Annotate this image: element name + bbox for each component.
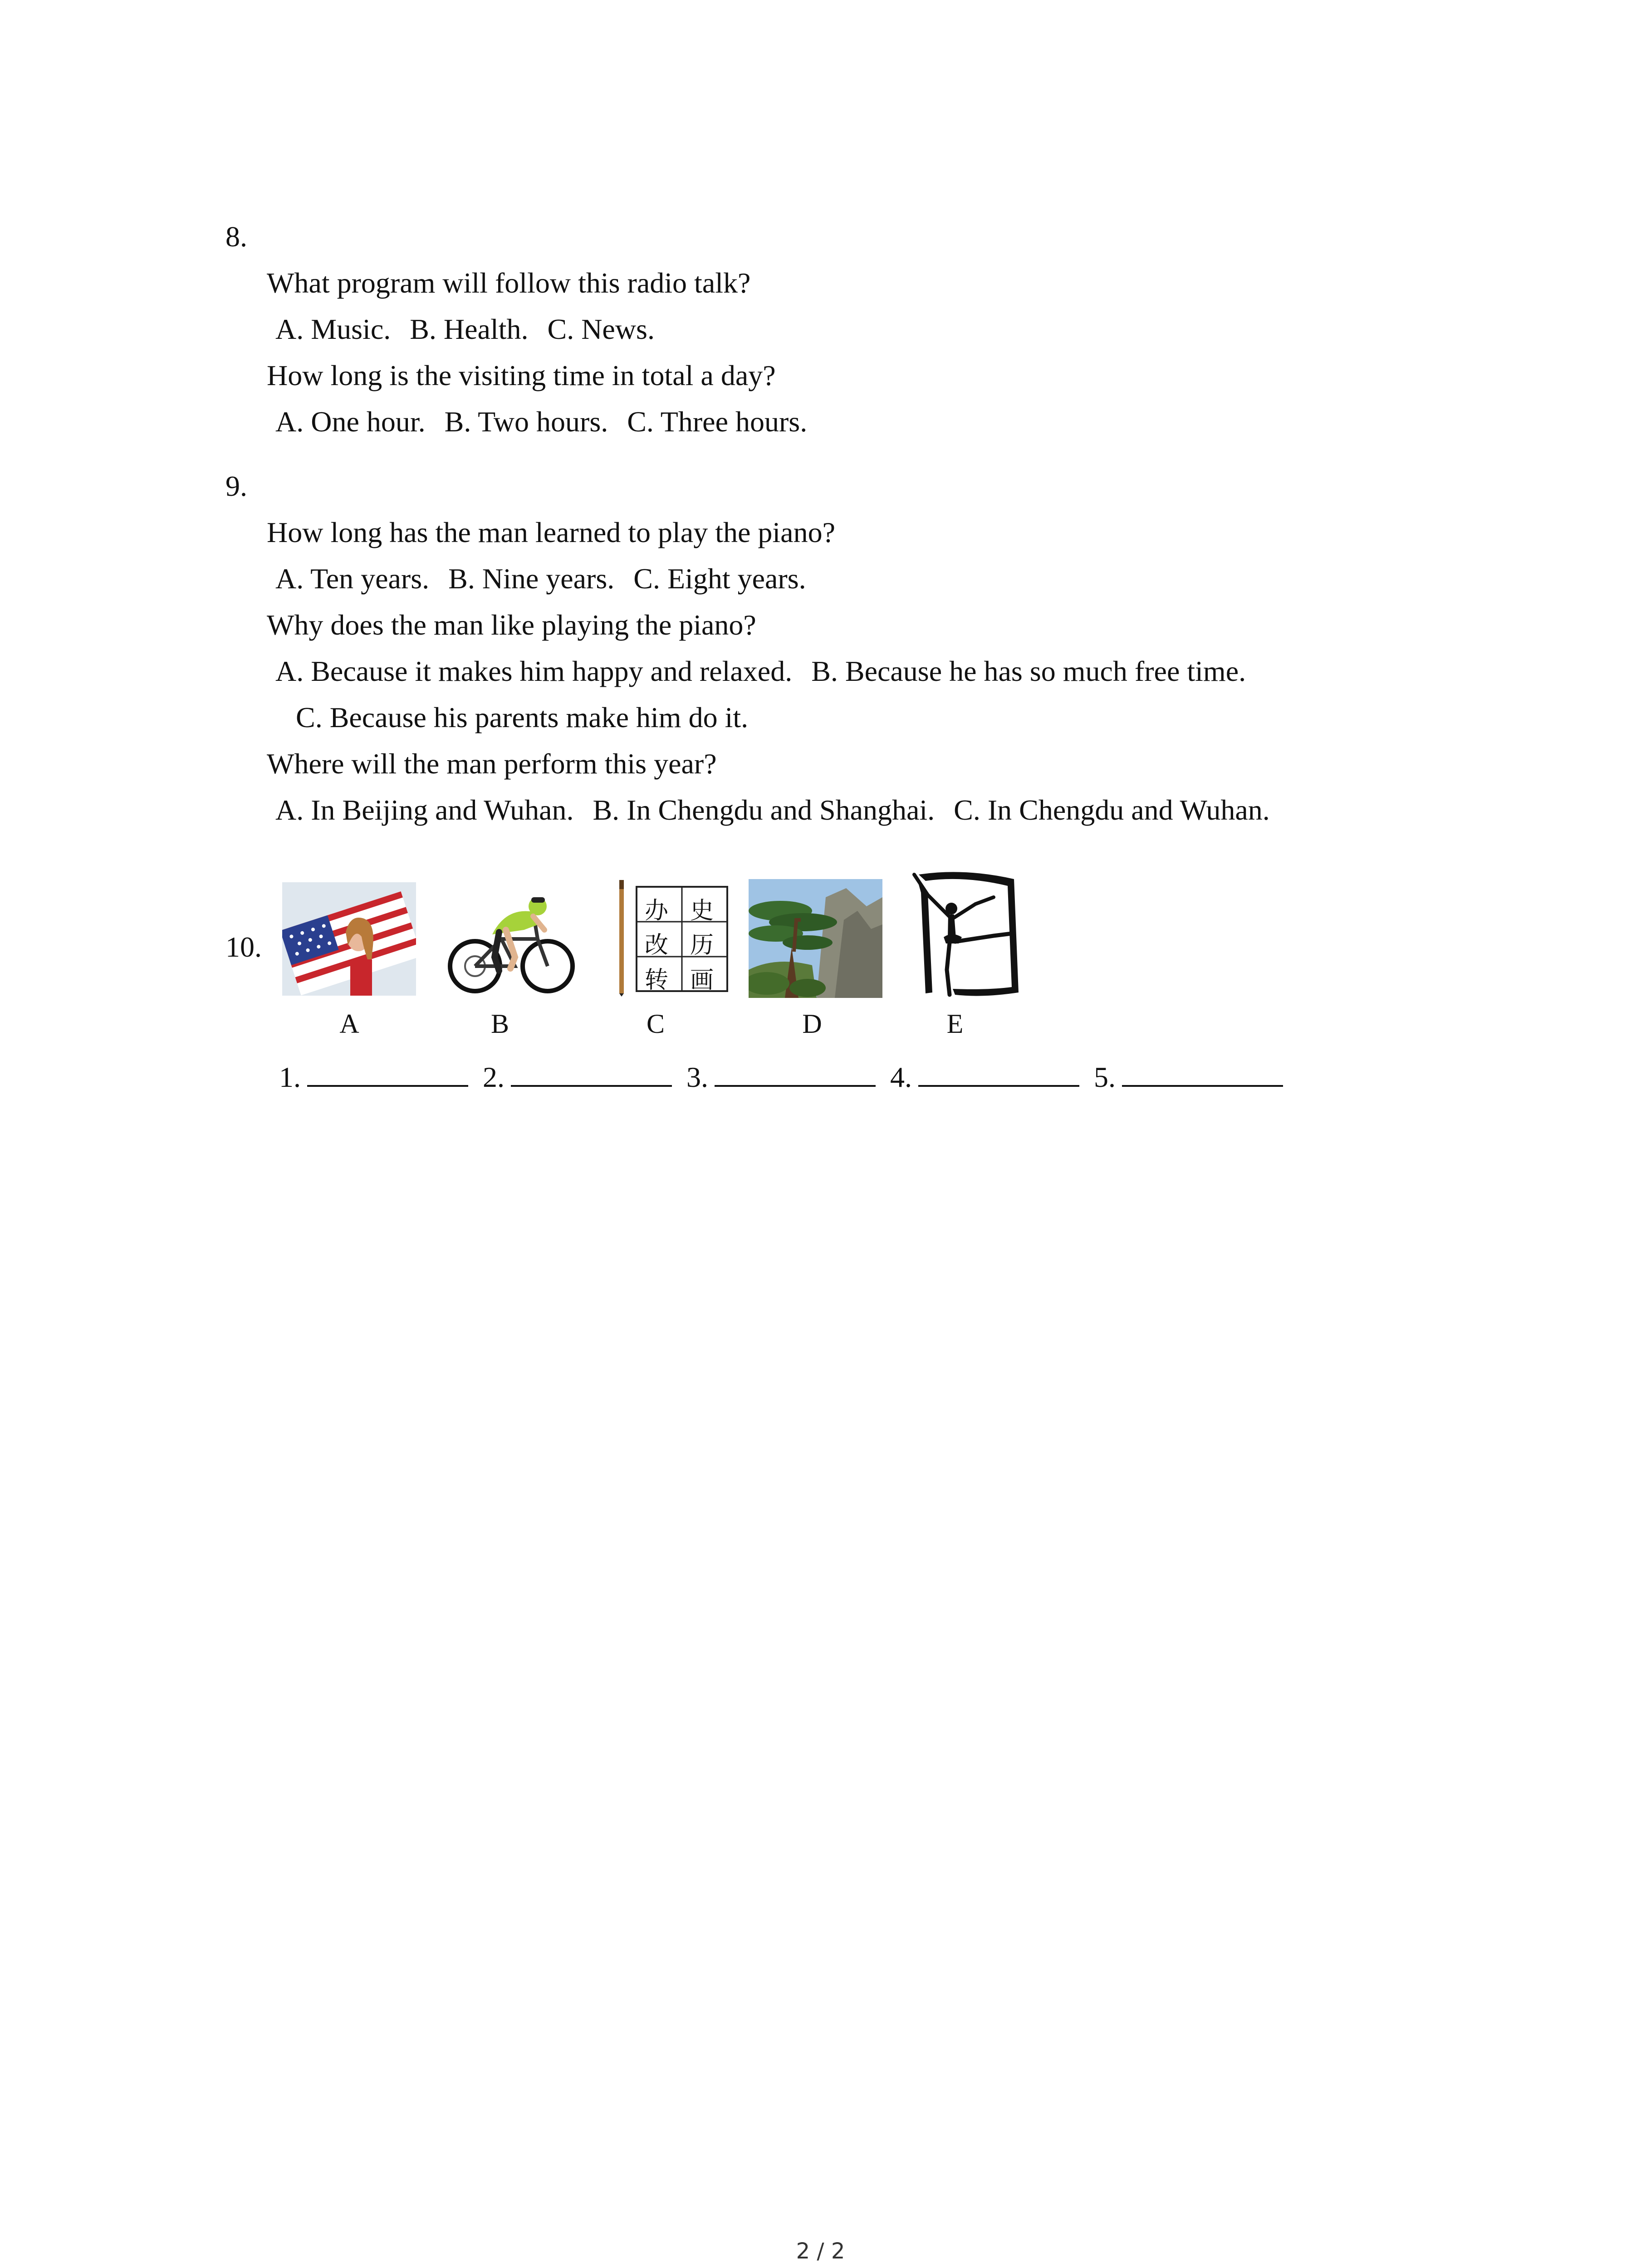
picture-d-pine-mountain xyxy=(749,879,882,998)
q9-question-3-options xyxy=(275,792,1270,828)
question-8-number: 8. xyxy=(225,220,247,253)
picture-d-label: D xyxy=(802,1009,822,1039)
picture-a-label: A xyxy=(339,1009,359,1039)
answer-line[interactable] xyxy=(715,1058,876,1087)
blank-number: 4. xyxy=(890,1061,912,1093)
q8-question-1-options xyxy=(275,311,655,347)
option[interactable]: B. Health. xyxy=(410,313,529,345)
calligraphy-grid xyxy=(615,878,733,998)
blank-4 xyxy=(890,1058,1079,1095)
option[interactable]: B. Nine years. xyxy=(448,562,615,595)
option[interactable]: C. In Chengdu and Wuhan. xyxy=(954,794,1270,826)
answer-line[interactable] xyxy=(918,1058,1079,1087)
blank-1 xyxy=(279,1058,468,1095)
page-number: 2 / 2 xyxy=(796,2239,845,2264)
blank-2 xyxy=(483,1058,672,1095)
question-10-number: 10. xyxy=(225,931,262,963)
option[interactable]: C. Eight years. xyxy=(633,562,806,595)
option[interactable]: A. Because it makes him happy and relaxed. xyxy=(275,655,793,687)
q8-question-1: What program will follow this radio talk? xyxy=(267,267,751,299)
ballet-dancer-icon xyxy=(901,865,1028,1002)
picture-c-calligraphy xyxy=(615,878,733,998)
option[interactable]: C. News. xyxy=(547,313,655,345)
picture-a-flag-girl xyxy=(282,882,416,996)
option[interactable]: C. Because his parents make him do it. xyxy=(296,701,749,733)
q8-question-2-options xyxy=(275,404,807,440)
pine-mountain-photo xyxy=(749,879,882,998)
picture-b-label: B xyxy=(490,1009,509,1039)
blank-number: 1. xyxy=(279,1061,301,1093)
answer-line[interactable] xyxy=(511,1058,672,1087)
option[interactable]: A. One hour. xyxy=(275,406,426,438)
blank-number: 3. xyxy=(686,1061,708,1093)
q9-question-1-options xyxy=(275,561,806,597)
blank-5 xyxy=(1094,1058,1283,1095)
option[interactable]: B. In Chengdu and Shanghai. xyxy=(593,794,935,826)
picture-c-label: C xyxy=(646,1009,665,1039)
answer-line[interactable] xyxy=(1122,1058,1283,1087)
option[interactable]: B. Two hours. xyxy=(444,406,608,438)
picture-b-cyclist xyxy=(447,880,576,998)
calligraphy-char: 转 xyxy=(645,967,669,994)
blank-3 xyxy=(686,1058,876,1095)
q9-question-2-options-line2 xyxy=(296,699,748,736)
option[interactable]: C. Three hours. xyxy=(627,406,808,438)
calligraphy-char: 改 xyxy=(645,932,669,959)
q8-question-2: How long is the visiting time in total a day? xyxy=(267,359,776,391)
answer-blanks xyxy=(279,1058,1290,1095)
picture-e-ballet xyxy=(901,865,1028,1002)
option[interactable]: A. Ten years. xyxy=(275,562,430,595)
q9-question-2: Why does the man like playing the piano? xyxy=(267,609,756,641)
q9-question-1: How long has the man learned to play the piano? xyxy=(267,516,835,548)
flag-girl-photo xyxy=(282,882,416,996)
q9-question-2-options xyxy=(275,653,1246,689)
option[interactable]: A. In Beijing and Wuhan. xyxy=(275,794,574,826)
question-9-number: 9. xyxy=(225,470,247,502)
calligraphy-char: 办 xyxy=(645,897,669,924)
calligraphy-char: 画 xyxy=(690,967,714,994)
picture-e-label: E xyxy=(946,1009,964,1039)
blank-number: 2. xyxy=(483,1061,505,1093)
calligraphy-char: 历 xyxy=(690,932,714,959)
q9-question-3: Where will the man perform this year? xyxy=(267,748,717,780)
calligraphy-char: 史 xyxy=(690,897,714,924)
option[interactable]: A. Music. xyxy=(275,313,391,345)
option[interactable]: B. Because he has so much free time. xyxy=(811,655,1246,687)
blank-number: 5. xyxy=(1094,1061,1116,1093)
answer-line[interactable] xyxy=(307,1058,468,1087)
cyclist-icon xyxy=(447,880,576,998)
